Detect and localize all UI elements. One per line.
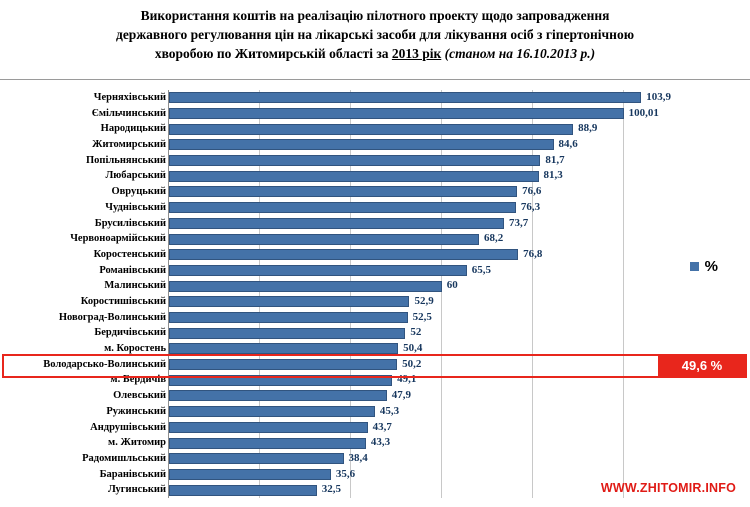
category-label: Романівський [99,264,166,276]
bar [169,139,554,150]
category-label: Бердичівський [94,327,166,339]
bar [169,186,517,197]
bar-value-label: 76,8 [523,247,543,260]
title-asof: (станом на 16.10.2013 р.) [441,46,596,61]
bar-value-label: 76,6 [522,185,542,198]
bar-row [100,121,668,137]
category-label: Черняхівський [93,92,166,103]
bar-value-label: 50,4 [403,342,423,355]
bar-value-label: 73,7 [509,216,529,229]
title-line-2: державного регулювання цін на лікарські засоби для лікування осіб з гіпертонічною [115,27,635,42]
category-label: Олевський [113,390,166,402]
bar-value-label: 32,5 [321,483,341,496]
bar-value-label: 76,3 [520,200,541,213]
category-label: Новоград-Волинський [58,311,166,323]
bar [169,234,479,245]
bar-row [99,263,668,279]
bar [169,485,317,496]
bar-value-label: 68,2 [484,232,504,245]
bar-row [58,310,668,326]
bar-row [91,106,668,122]
category-label: Лугинський [107,484,166,496]
bar [169,108,624,119]
bar-value-label: 38,4 [348,451,368,464]
bar-value-label: 81,7 [545,153,565,166]
bar-value-label: 52,9 [414,295,434,307]
bar-value-label: 52,5 [412,310,432,323]
bar-value-label: 100,01 [628,106,659,119]
legend-swatch-icon [690,262,699,271]
category-label: Малинський [104,280,166,292]
bar [169,296,409,307]
bar-row [92,137,668,153]
category-label: Коростенський [93,248,166,260]
bar [169,281,442,292]
bar-value-label: 60 [446,279,458,292]
bar-row [86,153,668,169]
bar-value-label: 49,1 [397,373,417,386]
bar-row [90,420,668,436]
category-label: Червоноармійський [70,233,166,245]
bar [169,171,539,182]
bar [169,265,467,276]
bar-value-label: 65,5 [471,263,491,276]
bar-row [93,247,668,263]
category-label: Народицький [100,123,166,135]
category-label: Житомирський [92,139,166,151]
bar-row [94,325,668,341]
bar [169,469,331,480]
category-label: Ємільчинський [91,107,166,119]
bar [169,406,375,417]
bar [169,249,518,260]
bar-value-label: 43,7 [372,420,392,433]
bar-value-label: 47,9 [391,389,411,402]
bar [169,328,405,339]
bar-row [113,388,668,404]
chart-legend [690,258,718,275]
bar-value-label: 103,9 [646,91,672,103]
bar [169,438,366,449]
bar-row [94,216,668,232]
title-line-3-text: хворобою по Житомирській області за [154,46,392,61]
bar-value-label: 45,3 [379,404,400,417]
category-label: Коростишівський [80,296,166,307]
bar [169,312,408,323]
bar-row [106,404,668,420]
bar-value-label: 43,3 [370,436,391,449]
highlight-band [2,354,747,378]
category-label: Брусилівський [94,217,166,229]
category-label: м. Коростень [104,343,166,355]
bar [169,453,344,464]
bar-row [111,184,668,200]
category-label: Ружинський [106,405,166,417]
bar-value-label: 81,3 [543,169,563,182]
category-label: Баранівський [99,468,166,480]
category-label: Володарсько-Волинський [43,358,166,370]
bar [169,218,504,229]
bar [169,124,573,135]
highlight-value-badge: 49,6 % [658,355,746,377]
bar [169,202,516,213]
category-label: м. Житомир [108,437,166,449]
bar [169,422,368,433]
chart-title [0,0,750,63]
title-line-3 [0,44,750,63]
bar-row [70,231,668,247]
legend-label: % [704,258,718,275]
bar [169,390,387,401]
bar-row [99,467,668,483]
bar-row [108,435,668,451]
bar-value-label: 52 [410,326,422,339]
bar [169,92,641,103]
category-label: Любарський [105,170,166,182]
bar-row [105,200,668,216]
category-label: Радомишльський [82,452,166,464]
category-label: Андрушівський [90,421,166,433]
watermark: WWW.ZHITOMIR.INFO [600,481,736,495]
title-line-1: Використання коштів на реалізацію пілотного проекту щодо запровадження [140,8,610,23]
bar-row [80,294,668,310]
bar-value-label: 50,2 [402,357,422,370]
bars-container [43,90,672,498]
bar [169,343,398,354]
category-label: м. Бердичів [110,374,166,386]
bar-row [107,482,668,498]
title-year: 2013 рік [391,46,442,61]
category-label: Овруцький [111,186,166,198]
category-label: Попільнянський [86,154,166,166]
bar-value-label: 35,6 [335,467,356,480]
chart-plot-area [0,79,750,507]
bar-value-label: 88,9 [578,122,598,135]
bar-value-label: 84,6 [558,138,578,151]
bar-row [104,278,668,294]
bar [169,155,540,166]
category-label: Чуднівський [105,201,166,213]
bar-row [82,451,668,467]
bar-row [105,168,668,184]
bar-row [93,90,672,106]
